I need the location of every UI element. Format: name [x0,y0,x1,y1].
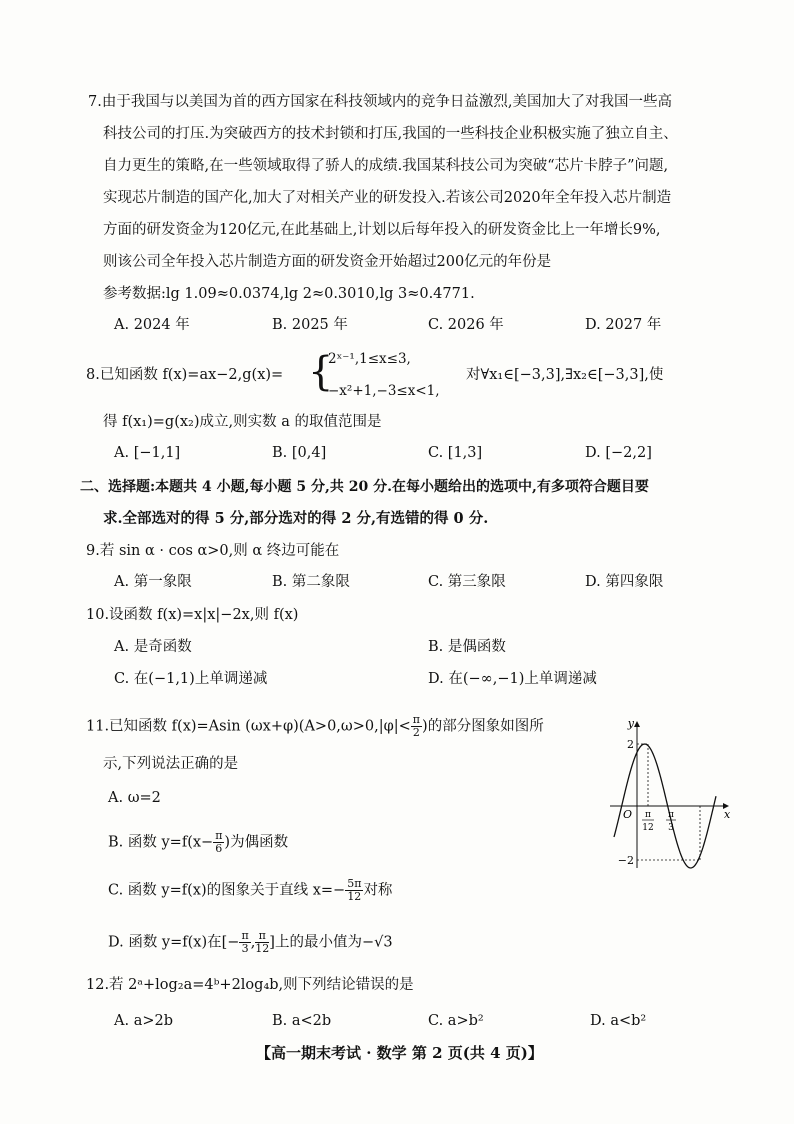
section-2-line-1: 二、选择题:本题共 4 小题,每小题 5 分,共 20 分.在每小题给出的选项中,有多项符合题目要 [80,479,649,495]
q7-line-3: 自力更生的策略,在一些领域取得了骄人的成绩.我国某科技公司为突破“芯片卡脖子”问题, [103,158,669,174]
frac-numerator: 5π [347,877,362,890]
q8-option-d[interactable]: D. [−2,2] [585,445,652,461]
q11-stem-b: )的部分图象如图所 [422,718,544,735]
q10-option-d[interactable]: D. 在(−∞,−1)上单调递减 [428,671,597,687]
q12-option-d[interactable]: D. a<b² [590,1013,647,1029]
q11-option-d-fraction-2 [255,930,269,955]
q7-line-2: 科技公司的打压.为突破西方的技术封锁和打压,我国的一些科技企业积极实施了独立自主、 [103,126,678,142]
max-value-label: 2 [627,738,634,751]
q9-option-a[interactable]: A. 第一象限 [114,574,192,590]
frac-numerator: π [255,930,269,943]
q11-stem-fraction [411,714,422,739]
q10-option-b[interactable]: B. 是偶函数 [428,639,506,655]
q12-option-c[interactable]: C. a>b² [428,1013,484,1029]
q10-option-c[interactable]: C. 在(−1,1)上单调递减 [114,671,268,687]
q11-option-b-text-b: )为偶函数 [224,834,289,851]
q11-option-d-text-b: ]上的最小值为−√3 [269,934,393,951]
q11-option-b-text-a: B. 函数 y=f(x− [108,834,214,851]
q9-option-c[interactable]: C. 第三象限 [428,574,506,590]
frac-denominator: 12 [347,890,362,903]
tick-1-numerator: π [645,810,651,820]
sine-graph [606,714,736,874]
q7-line-1: 7.由于我国与以美国为首的西方国家在科技领域内的竞争日益激烈,美国加大了对我国一些高 [88,94,672,110]
q12-stem: 12.若 2ᵃ+log₂a=4ᵇ+2log₄b,则下列结论错误的是 [86,977,414,993]
q8-line-2: 得 f(x₁)=g(x₂)成立,则实数 a 的取值范围是 [103,414,382,430]
q11-line-2: 示,下列说法正确的是 [103,756,239,772]
q7-option-c[interactable]: C. 2026 年 [428,317,504,333]
q9-option-d[interactable]: D. 第四象限 [585,574,664,590]
q10-stem: 10.设函数 f(x)=x|x|−2x,则 f(x) [86,607,299,623]
q8-stem-a: 8.已知函数 f(x)=ax−2,g(x)= [86,367,284,383]
frac-denominator: 6 [215,842,223,855]
page-footer: 【高一期末考试 · 数学 第 2 页(共 4 页)】 [256,1044,543,1062]
q8-stem-b: 对∀x₁∈[−3,3],∃x₂∈[−3,3],使 [466,367,664,383]
q11-option-a[interactable]: A. ω=2 [108,790,161,806]
q8-option-c[interactable]: C. [1,3] [428,445,483,461]
x-axis-label: x [724,808,731,821]
q12-option-a[interactable]: A. a>2b [114,1013,173,1029]
frac-numerator: π [215,829,223,842]
q11-option-c-text-a: C. 函数 y=f(x)的图象关于直线 x=− [108,882,346,899]
q12-option-b[interactable]: B. a<2b [272,1013,332,1029]
q11-option-c-fraction [345,878,363,903]
q7-option-d[interactable]: D. 2027 年 [585,317,662,333]
q11-option-d-comma: , [250,934,256,951]
q8-piece-2: −x²+1,−3≤x<1, [328,383,440,399]
q9-option-b[interactable]: B. 第二象限 [272,574,350,590]
q7-option-b[interactable]: B. 2025 年 [272,317,348,333]
q8-piece-1: 2ˣ⁻¹,1≤x≤3, [328,351,411,367]
q11-option-d[interactable] [108,930,393,955]
q10-option-a[interactable]: A. 是奇函数 [114,639,192,655]
q8-option-a[interactable]: A. [−1,1] [114,445,181,461]
q8-option-b[interactable]: B. [0,4] [272,445,327,461]
q7-option-a[interactable]: A. 2024 年 [114,317,190,333]
q7-reference-data: 参考数据:lg 1.09≈0.0374,lg 2≈0.3010,lg 3≈0.4771. [103,286,475,302]
q11-option-d-text-a: D. 函数 y=f(x)在[− [108,934,240,951]
q11-option-b[interactable] [108,830,288,855]
frac-denominator: 12 [255,942,270,955]
q11-option-d-fraction-1 [239,930,250,955]
q7-line-6: 则该公司全年投入芯片制造方面的研发资金开始超过200亿元的年份是 [103,254,552,270]
min-value-label: −2 [617,854,634,867]
origin-label: O [622,808,632,821]
section-2-line-2: 求.全部选对的得 5 分,部分选对的得 2 分,有选错的得 0 分. [103,510,489,527]
q11-option-c[interactable] [108,878,392,903]
q7-line-4: 实现芯片制造的国产化,加大了对相关产业的研发投入.若该公司2020年全年投入芯片制造 [103,190,672,206]
q11-stem-a: 11.已知函数 f(x)=Asin (ωx+φ)(A>0,ω>0,|φ|< [86,718,411,735]
tick-2-numerator: π [668,810,674,820]
piecewise-brace: { [308,349,334,395]
tick-1-denominator: 12 [642,823,654,833]
frac-numerator: π [412,713,421,726]
y-axis-label: y [627,717,634,730]
q11-option-c-text-b: 对称 [363,882,393,899]
frac-denominator: 3 [241,942,249,955]
q9-stem: 9.若 sin α · cos α>0,则 α 终边可能在 [86,543,340,559]
frac-denominator: 2 [412,726,420,739]
q11-option-b-fraction [213,830,224,855]
frac-numerator: π [241,929,249,942]
tick-2-denominator: 3 [668,823,674,833]
q11-stem-line-1 [86,714,544,739]
q7-line-5: 方面的研发资金为120亿元,在此基础上,计划以后每年投入的研发资金比上一年增长9%, [103,222,661,238]
